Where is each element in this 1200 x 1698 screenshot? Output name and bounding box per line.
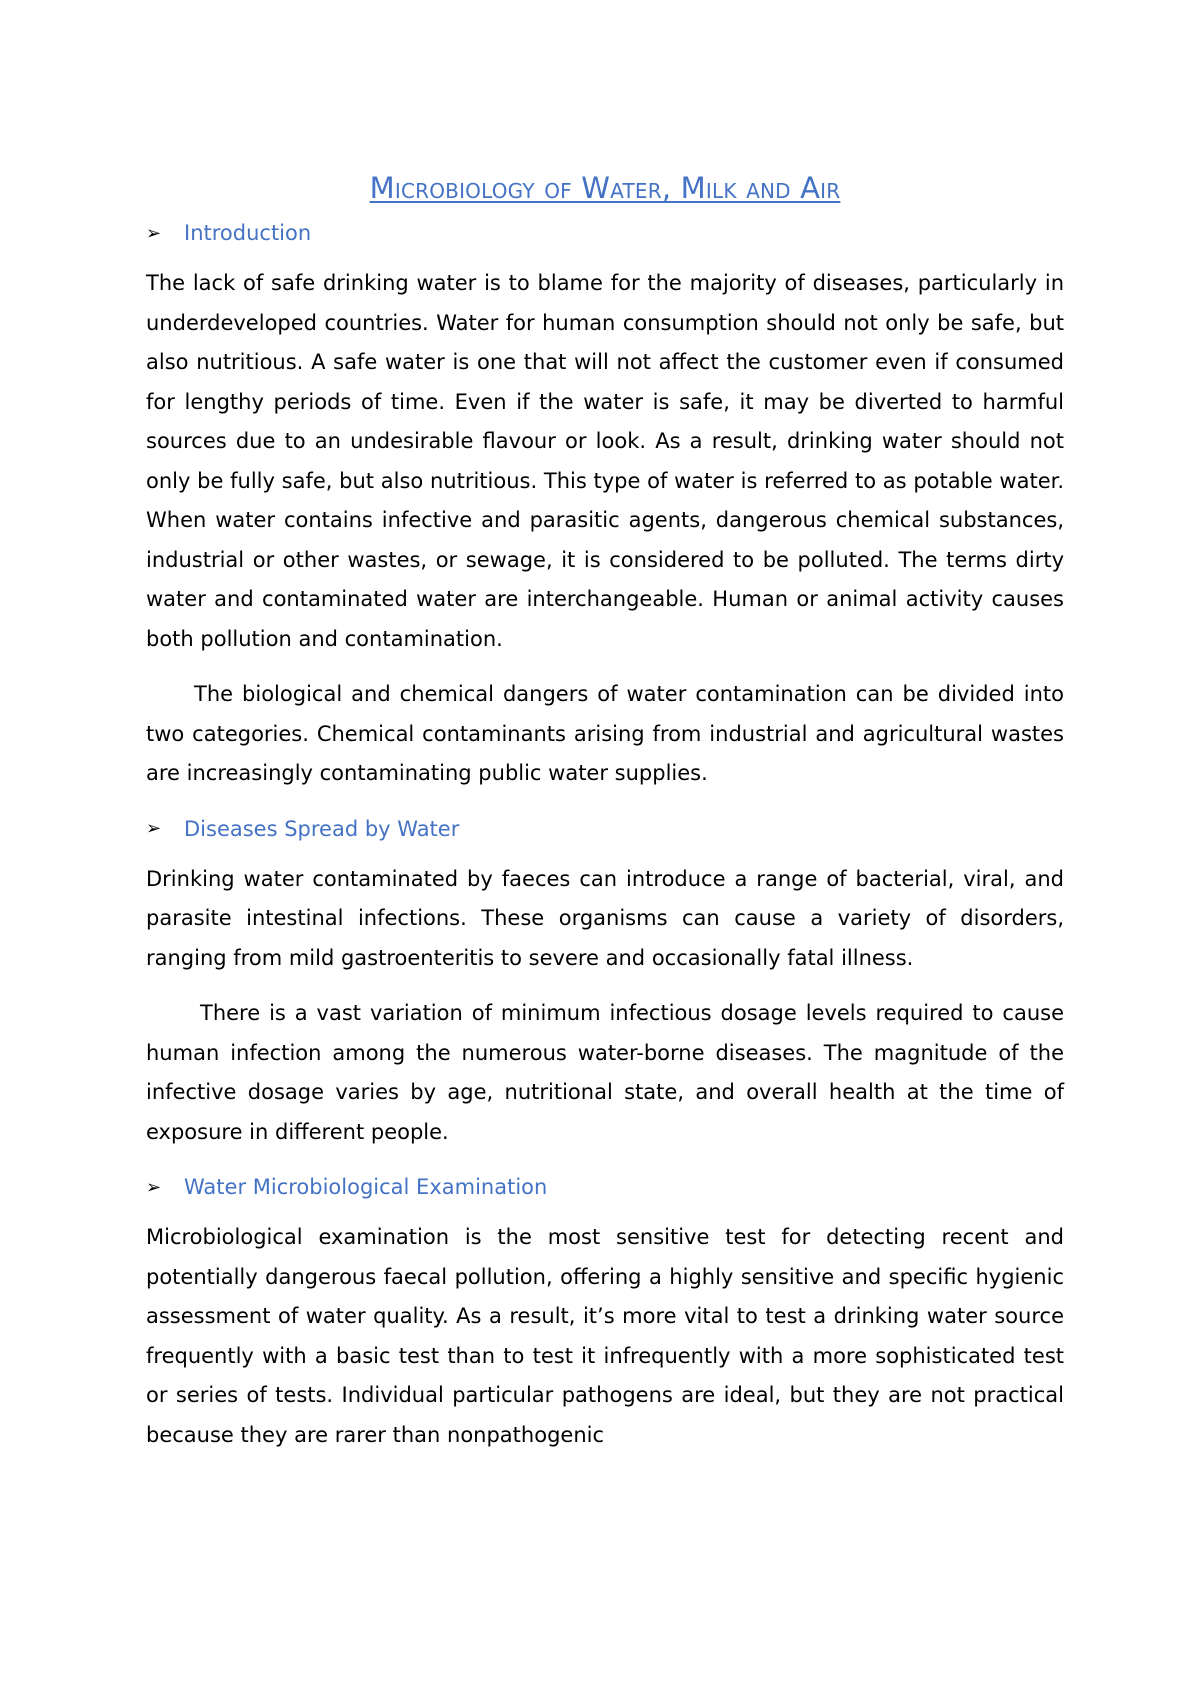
document-title: Microbiology of Water, Milk and Air [369,171,841,205]
section-heading-label: Water Microbiological Examination [184,1175,548,1199]
section-heading-introduction [146,214,1064,252]
document-body [146,168,1064,1455]
section-heading-label: Introduction [184,221,312,245]
paragraph: Drinking water contaminated by faeces can introduce a range of bacterial, viral, and parasite intestinal infections. These organisms can cause a variety of disorders, ranging from mild gastroenteritis to severe and occasionally fatal illness. [146,866,1064,970]
paragraph: Microbiological examination is the most sensitive test for detecting recent and potentially dangerous faecal pollution, offering a highly sensitive and specific hygienic assessment of water quality. As a result, it’s more vital to test a drinking water source frequently with a basic test than to test it infrequently with a more sophisticated test or series of tests. Individual particular pathogens are ideal, but they are not practical because they are rarer than nonpathogenic [146,1225,1064,1447]
arrow-bullet-icon: ➢ [146,1176,162,1198]
arrow-bullet-icon: ➢ [146,222,162,244]
arrow-bullet-icon: ➢ [146,818,162,839]
section-heading-diseases [146,810,1064,848]
paragraph: There is a vast variation of minimum infectious dosage levels required to cause human infection among the numerous water-borne diseases. The magnitude of the infective dosage varies by age, nutritional state, and overall health at the time of exposure in different people. [146,1001,1064,1144]
section-heading-examination [146,1168,1064,1206]
paragraph: The lack of safe drinking water is to blame for the majority of diseases, particularly in underdeveloped countries. Water for human consumption should not only be safe, but also nutritious. A safe water is one that will not affect the customer even if consumed for lengthy periods of time. Even if the water is safe, it may be diverted to harmful sources due to an undesirable flavour or look. As a result, drinking water should not only be fully safe, but also nutritious. This type of water is referred to as potable water. When water contains infective and parasitic agents, dangerous chemical substances, industrial or other wastes, or sewage, it is considered to be polluted. The terms dirty water and contaminated water are interchangeable. Human or animal activity causes both pollution and contamination. [146,271,1064,651]
paragraph: The biological and chemical dangers of water contamination can be divided into two categories. Chemical contaminants arising from industrial and agricultural wastes are increasingly contaminating public water supplies. [146,682,1064,785]
section-heading-label: Diseases Spread by Water [184,816,460,841]
